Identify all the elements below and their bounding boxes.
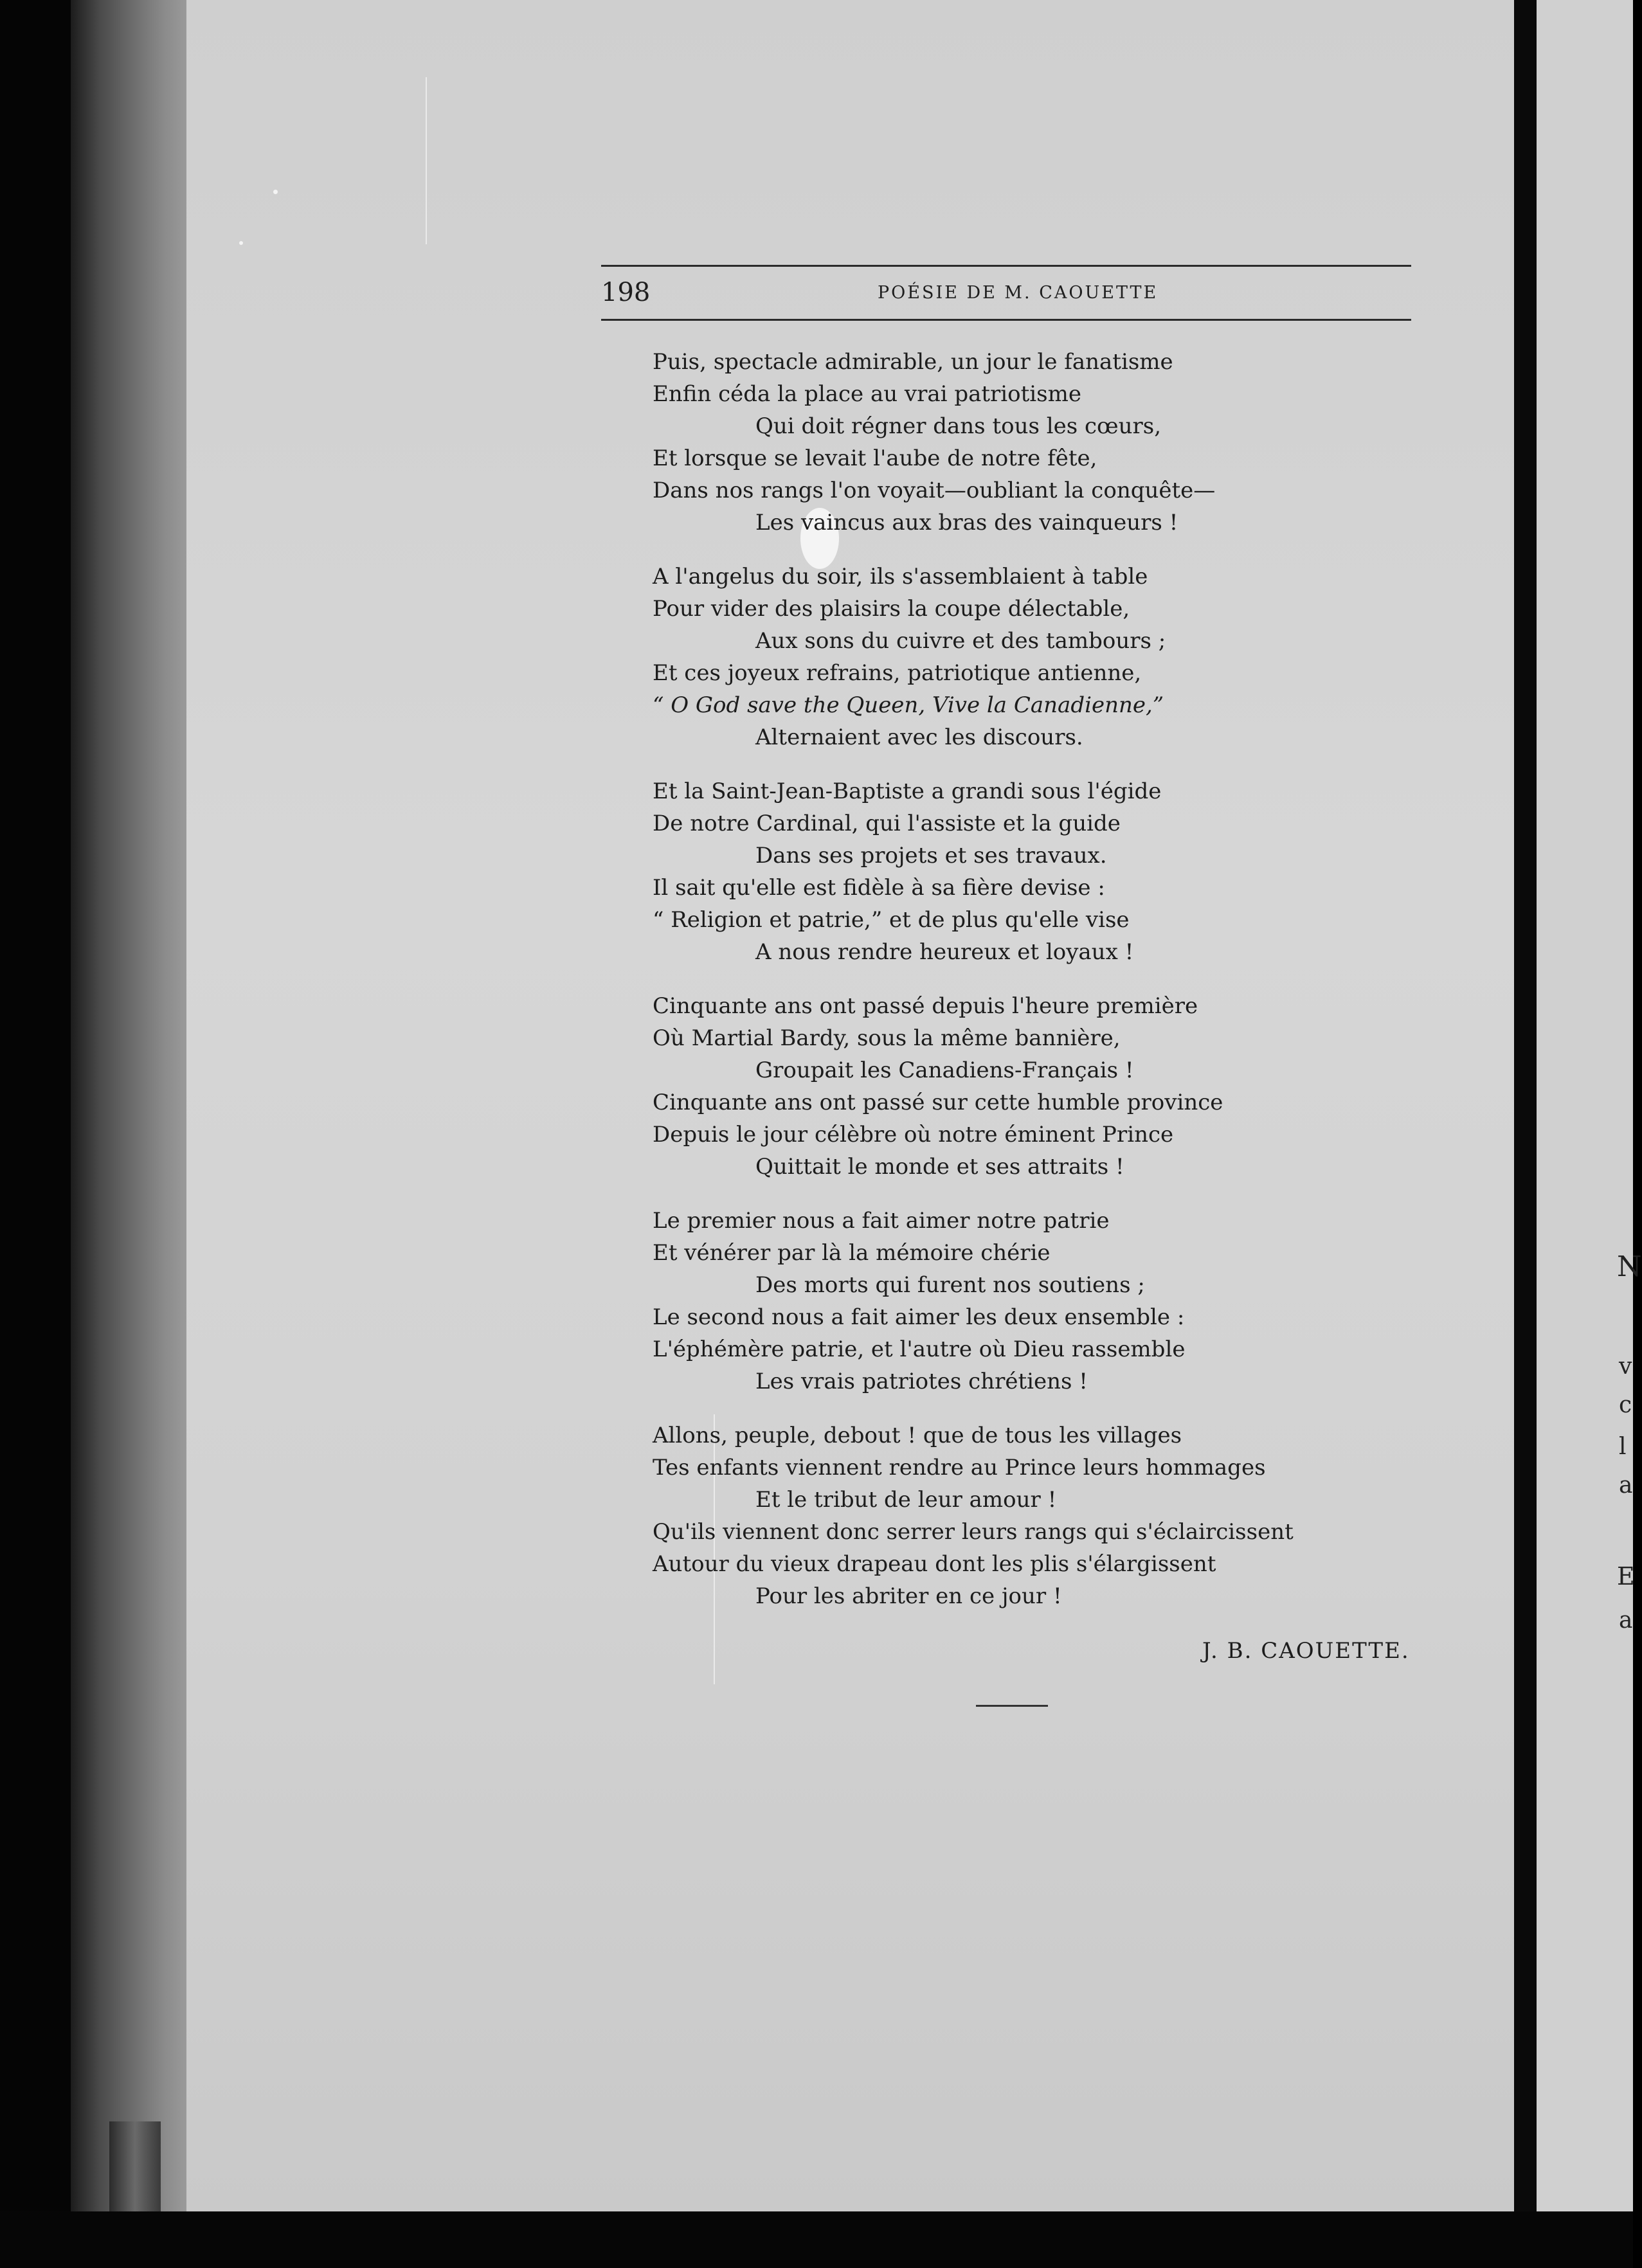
poem-line: A nous rendre heureux et loyaux ! — [755, 939, 1134, 965]
running-head: POÉSIE DE M. CAOUETTE — [878, 283, 1159, 303]
stanza — [653, 561, 1424, 753]
poem-line: Cinquante ans ont passé depuis l'heure première — [653, 993, 1198, 1019]
poem-line: Tes enfants viennent rendre au Prince leurs hommages — [653, 1455, 1266, 1480]
poem-line: Le premier nous a fait aimer notre patrie — [653, 1208, 1110, 1234]
poem-body — [653, 346, 1424, 1634]
poem-line: Cinquante ans ont passé sur cette humble province — [653, 1090, 1223, 1115]
poem-line: “ Religion et patrie,” et de plus qu'elle vise — [653, 907, 1130, 933]
dust-speck — [239, 241, 243, 245]
dust-speck — [273, 190, 278, 194]
poem-line: Groupait les Canadiens-Français ! — [755, 1058, 1134, 1083]
poem-line: De notre Cardinal, qui l'assiste et la guide — [653, 811, 1121, 836]
poem-line: Il sait qu'elle est fidèle à sa fière devise : — [653, 875, 1105, 901]
poem-line: Aux sons du cuivre et des tambours ; — [755, 628, 1166, 654]
poem-line: Les vaincus aux bras des vainqueurs ! — [755, 510, 1178, 536]
author-signature: J. B. CAOUETTE. — [1202, 1638, 1410, 1664]
page-number: 198 — [601, 278, 651, 307]
stanza — [653, 990, 1424, 1183]
poem-line: Quittait le monde et ses attraits ! — [755, 1154, 1124, 1180]
poem-line: Alternaient avec les discours. — [755, 724, 1083, 750]
adjacent-page-fragment: a — [1619, 1607, 1633, 1634]
poem-line: Et la Saint-Jean-Baptiste a grandi sous l'égide — [653, 779, 1162, 804]
adjacent-page-fragment: E — [1617, 1562, 1635, 1590]
header-rule-top — [601, 265, 1411, 267]
adjacent-page-fragment: a — [1619, 1472, 1633, 1498]
scan-scratch — [426, 77, 427, 244]
poem-line: Pour vider des plaisirs la coupe délectable, — [653, 596, 1130, 622]
poem-line: Où Martial Bardy, sous la même bannière, — [653, 1025, 1121, 1051]
poem-line: Depuis le jour célèbre où notre éminent Prince — [653, 1122, 1174, 1148]
stanza — [653, 775, 1424, 968]
poem-line: Qu'ils viennent donc serrer leurs rangs qui s'éclaircissent — [653, 1519, 1294, 1545]
header-rule-bottom — [601, 319, 1411, 321]
poem-line: A l'angelus du soir, ils s'assemblaient à table — [653, 564, 1148, 590]
poem-line: Enfin céda la place au vrai patriotisme — [653, 381, 1081, 407]
stanza — [653, 1419, 1424, 1612]
poem-line: Qui doit régner dans tous les cœurs, — [755, 413, 1162, 439]
poem-line: Dans nos rangs l'on voyait—oubliant la conquête— — [653, 478, 1216, 503]
closing-rule — [976, 1705, 1048, 1707]
adjacent-page-fragment: c — [1619, 1392, 1632, 1418]
poem-line: Et lorsque se levait l'aube de notre fête, — [653, 446, 1097, 471]
poem-line: Et le tribut de leur amour ! — [755, 1487, 1057, 1513]
poem-line: Les vrais patriotes chrétiens ! — [755, 1369, 1088, 1394]
poem-line: Autour du vieux drapeau dont les plis s'élargissent — [653, 1551, 1216, 1577]
poem-line: Et vénérer par là la mémoire chérie — [653, 1240, 1051, 1266]
adjacent-page-fragment: l — [1619, 1434, 1627, 1460]
poem-line: Pour les abriter en ce jour ! — [755, 1583, 1062, 1609]
poem-line: Des morts qui furent nos soutiens ; — [755, 1272, 1145, 1298]
poem-line: Et ces joyeux refrains, patriotique antienne, — [653, 660, 1142, 686]
poem-line: “ O God save the Queen, Vive la Canadienne,” — [653, 692, 1164, 718]
poem-line: Allons, peuple, debout ! que de tous les villages — [653, 1423, 1182, 1448]
adjacent-page-fragment: v — [1619, 1353, 1632, 1380]
page-gutter — [1514, 0, 1538, 2237]
poem-line: L'éphémère patrie, et l'autre où Dieu rassemble — [653, 1336, 1186, 1362]
adjacent-page — [1537, 0, 1633, 2224]
scan-bottom-edge — [0, 2211, 1633, 2268]
stanza — [653, 346, 1424, 539]
poem-line: Le second nous a fait aimer les deux ensemble : — [653, 1304, 1185, 1330]
adjacent-page-fragment: N — [1617, 1250, 1642, 1283]
stanza — [653, 1205, 1424, 1398]
poem-line: Puis, spectacle admirable, un jour le fanatisme — [653, 349, 1173, 375]
book-binding — [71, 0, 186, 2211]
page-header — [601, 278, 1411, 316]
poem-line: Dans ses projets et ses travaux. — [755, 843, 1107, 869]
